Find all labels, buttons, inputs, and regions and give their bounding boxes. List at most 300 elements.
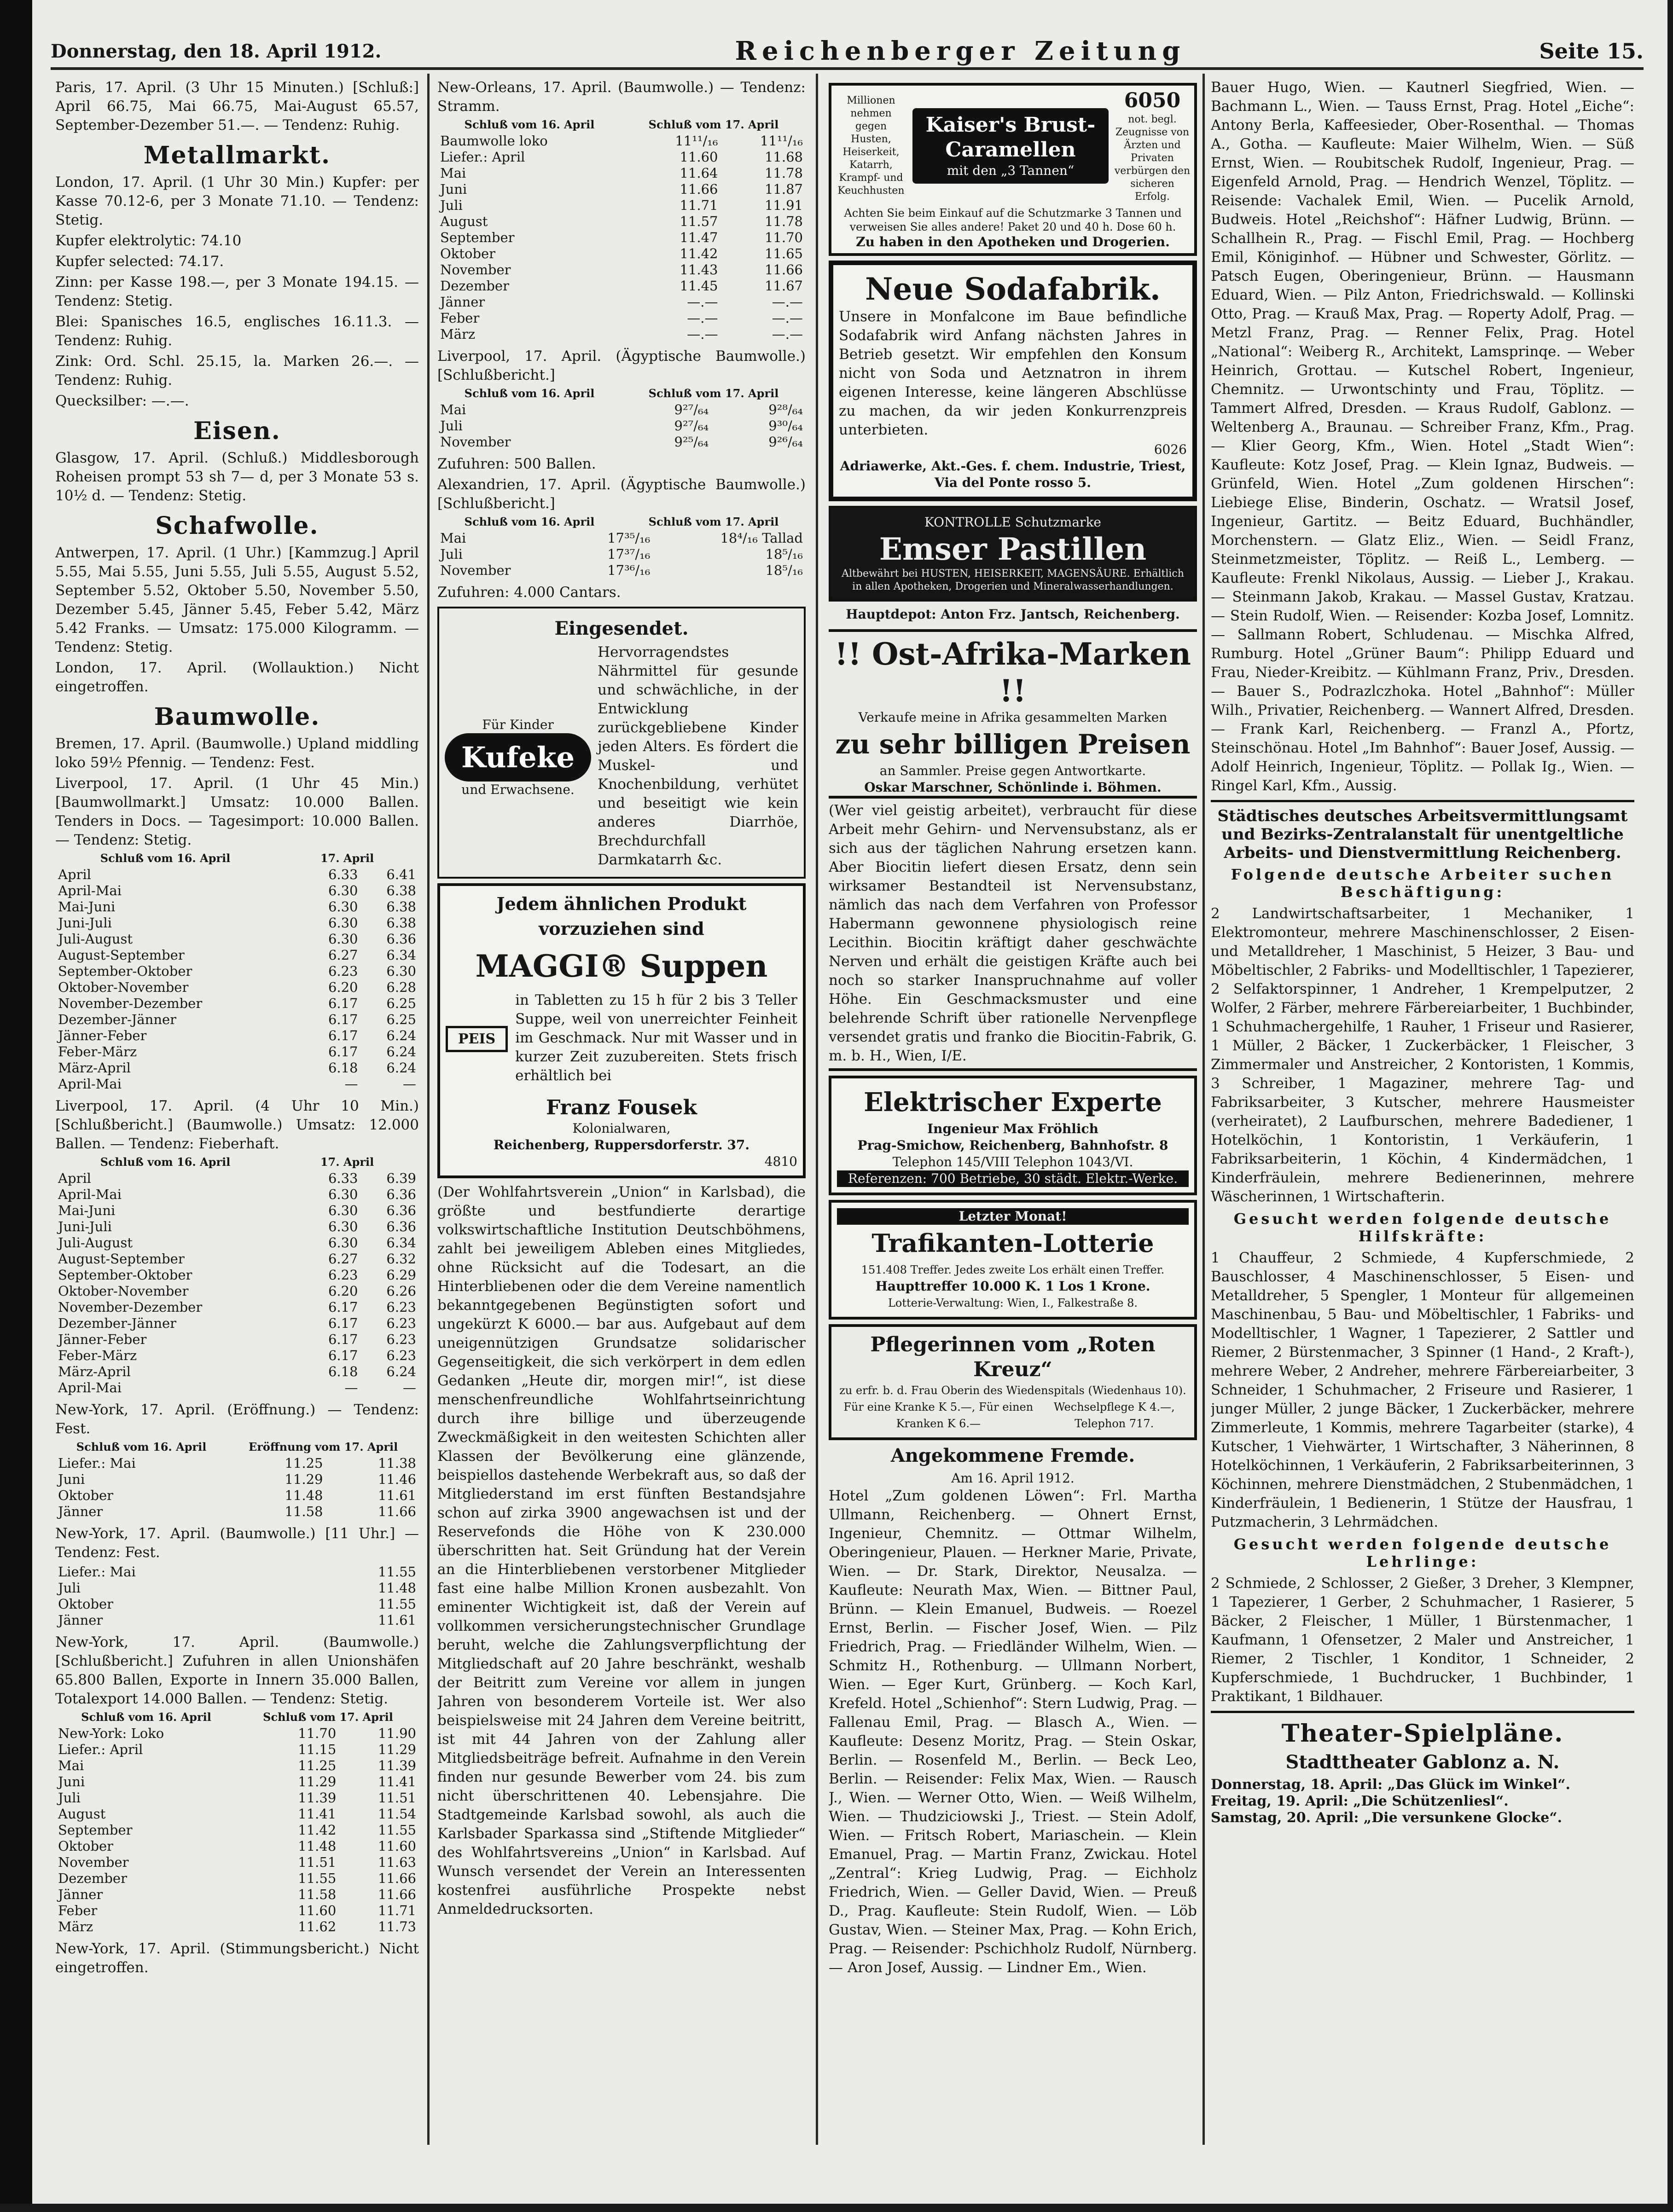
row-label: März <box>440 326 476 342</box>
price-cell: 11.41 <box>298 1806 337 1822</box>
row-label: August-September <box>58 1251 185 1267</box>
table-row <box>55 1187 419 1203</box>
row-label: Juli <box>58 1580 81 1596</box>
market-report: Blei: Spanisches 16.5, englisches 16.11.3. — Tendenz: Ruhig. <box>55 313 419 349</box>
table-row <box>437 326 806 342</box>
price-cell: 9³⁰/₆₄ <box>768 418 803 434</box>
price-cell: 11.47 <box>680 230 718 245</box>
row-label: September <box>58 1822 133 1838</box>
price-cell: 6.23 <box>328 963 358 979</box>
price-cell: 11.55 <box>378 1822 416 1838</box>
ad-firm: Oskar Marschner, Schönlinde i. Böhmen. <box>864 780 1162 795</box>
row-label: Feber-März <box>58 1348 137 1363</box>
market-report: Glasgow, 17. April. (Schluß.) Middlesborough Roheisen prompt 53 sh 7— d, per 3 Monate 53 s. 10½ d. — Tendenz: Stetig. <box>55 450 419 504</box>
ad-footer: Zu haben in den Apotheken und Drogerien. <box>856 234 1170 249</box>
table-row <box>55 1012 419 1028</box>
table-row <box>55 1348 419 1364</box>
row-label: August <box>440 214 488 229</box>
elektro-ad <box>829 1076 1197 1195</box>
row-label: Juli-August <box>58 1235 133 1251</box>
dealer-address: Reichenberg, Ruppersdorferstr. 37. <box>493 1137 750 1152</box>
table-row <box>55 1504 419 1520</box>
table-row <box>437 562 806 579</box>
ad-text: not. begl. Zeugnisse von Ärzten und Privaten verbürgen den sicheren Erfolg. <box>1114 114 1191 203</box>
price-cell <box>284 1564 299 1580</box>
market-report: Zink: Ord. Schl. 25.15, la. Marken 26.—. — Tendenz: Ruhig. <box>55 353 419 388</box>
ad-number: 6026 <box>1154 442 1187 457</box>
table-row <box>55 1612 419 1628</box>
row-label: April <box>58 1170 91 1186</box>
price-cell: 6.23 <box>328 1267 358 1283</box>
price-cell: —.— <box>687 294 718 310</box>
market-report: Paris, 17. April. (3 Uhr 15 Minuten.) [Schluß:] April 66.75, Mai 66.75, Mai-August 65.57, September-Dezember 51.—. — Tendenz: Ruhig. <box>55 79 419 133</box>
ad-name: Ingenieur Max Fröhlich <box>927 1121 1098 1136</box>
price-cell: 6.17 <box>328 1044 358 1060</box>
table-row <box>437 530 806 546</box>
table-row <box>437 214 806 230</box>
price-cell: 6.20 <box>328 1283 358 1299</box>
price-cell: 6.27 <box>328 1251 358 1267</box>
newspaper-title: Reichenberger Zeitung <box>735 36 1186 66</box>
table-row <box>55 883 419 899</box>
table-column-headers: Schluß vom 16. April Schluß vom 17. April <box>464 387 779 400</box>
ad-address: Prag-Smichow, Reichenberg, Bahnhofstr. 8 <box>857 1138 1168 1153</box>
price-cell: 6.29 <box>386 1267 416 1283</box>
row-label: Juni-Juli <box>58 1219 112 1234</box>
ad-text: 151.408 Treffer. Jedes zweite Los erhält einen Treffer. <box>861 1263 1165 1276</box>
price-cell: —.— <box>772 326 803 342</box>
table-row <box>55 1203 419 1219</box>
price-cell: 11.66 <box>680 181 718 197</box>
price-cell: 9²⁵/₆₄ <box>674 434 709 450</box>
price-cell: 6.23 <box>386 1332 416 1347</box>
price-cell: 6.39 <box>386 1170 416 1186</box>
row-label: Oktober <box>58 1488 114 1503</box>
price-cell: — <box>344 1076 358 1092</box>
table-column-headers: Schluß vom 16. April Schluß vom 17. April <box>464 515 779 528</box>
row-label: Oktober-November <box>58 979 189 995</box>
table-row <box>55 1596 419 1612</box>
price-cell: 11.78 <box>764 214 803 229</box>
market-report: London, 17. April. (1 Uhr 30 Min.) Kupfer: per Kasse 70.12-6, per 3 Monate 71.10. — Tendenz: Stetig. <box>55 174 419 228</box>
price-cell: 11.71 <box>378 1903 416 1918</box>
table-row <box>437 402 806 418</box>
price-cell: 11.43 <box>680 262 718 278</box>
kaiser-logo: Kaiser's Brust-Caramellen <box>925 113 1096 162</box>
price-cell: 11.42 <box>680 246 718 261</box>
theater-line: Samstag, 20. April: „Die versunkene Glocke“. <box>1211 1810 1563 1826</box>
price-cell: 6.17 <box>328 1028 358 1043</box>
market-report: Zufuhren: 4.000 Cantars. <box>437 584 621 601</box>
price-cell: 6.33 <box>328 867 358 882</box>
table-row <box>55 1028 419 1044</box>
market-report: Bremen, 17. April. (Baumwolle.) Upland middling loko 59½ Pfennig. — Tendenz: Fest. <box>55 735 419 771</box>
price-cell: 11.57 <box>680 214 718 229</box>
scan-border-bottom <box>0 2204 1673 2212</box>
row-label: Mai <box>440 402 466 417</box>
table-row <box>55 1774 419 1790</box>
section-heading: Theater-Spielpläne. <box>1281 1720 1564 1748</box>
row-label: April-Mai <box>58 883 122 898</box>
price-cell: 11.91 <box>764 197 803 213</box>
market-report: Liverpool, 17. April. (Ägyptische Baumwolle.) [Schlußbericht.] <box>437 348 806 383</box>
column-markets-ads <box>437 78 806 2149</box>
ad-caption: KONTROLLE Schutzmarke <box>924 515 1101 530</box>
ad-text: Wechselpflege K 4.—, Telephon 717. <box>1053 1401 1175 1430</box>
row-label: März <box>58 1919 93 1934</box>
price-cell: 11.61 <box>378 1488 416 1503</box>
row-label: Dezember <box>58 1870 127 1886</box>
table-row <box>55 979 419 996</box>
table-row <box>55 1471 419 1488</box>
price-cell: —.— <box>772 294 803 310</box>
biocitin-notice: (Wer viel geistig arbeitet), verbraucht für diese Arbeit mehr Gehirn- und Nervensubstanz, als er sich aus der täglichen Nahrung ersetzen kann. Aber Biocitin liefert diesen Ersatz, denn sein wirksamer Bestandteil ist Nervensubstanz, nämlich das nach dem Verfahren von Professor Habermann gewonnene physiologisch reine Lecithin. Biocitin kräftigt daher geschwächte Nerven und erhält die geistigen Kräfte auch bei noch so starker Inanspruchnahme auf voller Höhe. Ein Geschmacksmuster und eine belehrende Schrift über rationelle Nervenpflege versendet gratis und franko die Biocitin-Fabrik, G. m. b. H., Wien, I/E. <box>829 796 1197 1071</box>
theater-line: Donnerstag, 18. April: „Das Glück im Winkel“. <box>1211 1777 1570 1793</box>
price-cell <box>284 1612 299 1628</box>
table-column-headers: Schluß vom 16. April 17. April <box>100 1155 374 1169</box>
price-cell: — <box>344 1380 358 1396</box>
table-row <box>55 1044 419 1060</box>
table-row <box>55 931 419 947</box>
price-cell: 6.38 <box>386 915 416 931</box>
section-heading: Eisen. <box>193 417 281 445</box>
table-row <box>55 1726 419 1742</box>
price-cell: 9²⁸/₆₄ <box>768 402 803 417</box>
market-report: Liverpool, 17. April. (4 Uhr 10 Min.) [Schlußbericht.] (Baumwolle.) Umsatz: 12.000 Ballen. — Tendenz: Fieberhaft. <box>55 1098 419 1152</box>
table-row <box>55 1076 419 1092</box>
ad-text: Millionen nehmen gegen Husten, Heiserkeit, Katarrh, Krampf- und Keuchhusten <box>837 95 905 197</box>
price-cell: 11.45 <box>680 278 718 294</box>
row-label: Juli-August <box>58 931 133 947</box>
union-notice: (Der Wohlfahrtsverein „Union“ in Karlsbad), die größte und bestfundierte derartige volkswirtschaftliche Institution Deutschböhmens, zahlt bei jeweiligem Ableben eines Mitgliedes, ohne Rücksicht auf die Todesart, an die Hinterbliebenen oder die dem Vereine namentlich bekanntgegebenen Begünstigten sofort und ungekürzt K 6000.— bar aus. Aufgebaut auf dem uneigennützigen Grundsatze solidarischer Gegenseitigkeit, die sich verkörpert in dem edlen Gedanken „Heute dir, morgen mir!“, ist diese menschenfreundliche Wohlfahrtseinrichtung durch ihre billige und überzeugende Zweckmäßigkeit in den weitesten Schichten aller Klassen der Bevölkerung eine glänzende, beispiellos dastehende Werbekraft aus, so daß der Mitgliederstand im erst fünften Bestandsjahre schon auf zirka 3900 angewachsen ist und der Reservefonds die Höhe von K 230.000 überschritten hat. Seit Gründung hat der Verein an die Hinterbliebenen verstorbener Mitglieder fast eine halbe Million Kronen ausbezahlt. Von eminenter Wichtigkeit ist, daß der Verein auf vollkommen versicherungstechnischer Grundlage beruht, welche die Zahlungsverpflichtung der Mitgliedschaft auf 20 Jahre beschränkt, weshalb der Beitritt zum Vereine vor allem in jungen Jahren von besonderem Vorteile ist. Wer also beispielsweise mit 24 Jahren dem Vereine beitritt, ist mit 44 Jahren von der Zahlung aller Mitgliedsbeiträge befreit. Aufnahme in den Verein finden nur gesunde Bewerber vom 24. bis zum nicht überschrittenen 40. Lebensjahre. Die Stadtgemeinde Karlsbad sowohl, als auch die Karlsbader Sparkassa sind „Stiftende Mitglieder“ des Wohlfahrtsvereins „Union“ in Karlsbad. Auf Wunsch versendet der Verein an Interessenten kostenfrei ausführliche Prospekte nebst Anmeldedrucksorten. <box>437 1184 806 1917</box>
row-label: November-Dezember <box>58 1299 203 1315</box>
price-cell: 11.68 <box>764 149 803 165</box>
ad-headline: !! Ost-Afrika-Marken !! <box>835 636 1191 709</box>
maggi-ad <box>437 883 806 1178</box>
price-cell: 11.87 <box>764 181 803 197</box>
price-cell: 6.17 <box>328 1012 358 1027</box>
price-cell: 11.39 <box>378 1758 416 1773</box>
price-cell: 18⁴/₁₆ Tallad <box>720 530 803 546</box>
price-cell: 11.39 <box>298 1790 337 1806</box>
price-table <box>437 402 806 450</box>
table-row <box>55 1822 419 1838</box>
price-cell: 11.42 <box>298 1822 337 1838</box>
section-subheading: Gesucht werden folgende deutsche Lehrlinge: <box>1233 1535 1612 1570</box>
row-label: Dezember-Jänner <box>58 1012 177 1027</box>
price-cell: 11.65 <box>764 246 803 261</box>
price-cell: 11.60 <box>298 1903 337 1918</box>
row-label: November <box>440 262 511 278</box>
price-cell: — <box>403 1380 416 1396</box>
table-row <box>55 1790 419 1806</box>
page-number: Seite 15. <box>1539 39 1644 64</box>
price-cell: 11.55 <box>378 1564 416 1580</box>
row-label: November-Dezember <box>58 996 203 1011</box>
table-row <box>55 1455 419 1471</box>
row-label: New-York: Loko <box>58 1726 164 1741</box>
price-cell: 6.34 <box>386 1235 416 1251</box>
table-row <box>55 963 419 979</box>
rotes-kreuz-ad <box>829 1324 1197 1440</box>
row-label: Dezember-Jänner <box>58 1315 177 1331</box>
price-cell: 11.78 <box>764 165 803 181</box>
ad-footer: Hauptdepot: Anton Frz. Jantsch, Reichenberg. <box>846 607 1180 622</box>
ad-caption: Für Kinder <box>482 717 554 732</box>
price-cell: 6.23 <box>386 1315 416 1331</box>
price-cell: 6.36 <box>386 931 416 947</box>
row-label: Feber <box>440 310 480 326</box>
price-cell: 17³⁵/₁₆ <box>607 530 651 546</box>
ad-text: Haupttreffer 10.000 K. 1 Los 1 Krone. <box>875 1279 1150 1294</box>
price-table <box>437 530 806 579</box>
row-label: Jänner <box>58 1887 103 1902</box>
price-cell: 11.60 <box>378 1838 416 1854</box>
row-label: August-September <box>58 947 185 963</box>
soup-package-icon: PEIS <box>446 1026 508 1052</box>
price-cell: 11.51 <box>378 1790 416 1806</box>
price-cell: 11.90 <box>378 1726 416 1741</box>
row-label: September-Oktober <box>58 1267 192 1283</box>
ad-text: an Sammler. Preise gegen Antwortkarte. <box>879 763 1146 778</box>
price-cell: 6.20 <box>328 979 358 995</box>
table-row <box>437 310 806 326</box>
table-row <box>55 1488 419 1504</box>
market-report: Kupfer selected: 74.17. <box>55 253 224 270</box>
table-row <box>55 947 419 963</box>
ad-text: Für eine Kranke K 5.—, Für einen Kranken K 6.— <box>843 1401 1034 1430</box>
table-row <box>55 996 419 1012</box>
row-label: April-Mai <box>58 1076 122 1092</box>
price-cell: 11.66 <box>764 262 803 278</box>
market-report: Quecksilber: —.—. <box>55 393 189 409</box>
row-label: Mai <box>58 1758 84 1773</box>
row-label: Juni-Juli <box>58 915 112 931</box>
price-cell: 6.27 <box>328 947 358 963</box>
date-line: Am 16. April 1912. <box>951 1471 1075 1486</box>
section-heading: Städtisches deutsches Arbeitsvermittlungsamt und Bezirks-Zentralanstalt für unentgeltliche Arbeits- und Dienstvermittlung Reichenberg. <box>1217 807 1628 862</box>
ad-text: Hervorragendstes Nährmittel für gesunde und schwächliche, in der Entwicklung zurückgebliebene Kinder jeden Alters. Es fördert die Muskel- und Knochenbildung, verhütet und beseitigt wie kein anderes Diarrhöe, Brechdurchfall Darmkatarrh &c. <box>598 644 798 868</box>
table-row <box>437 133 806 149</box>
table-row <box>55 899 419 915</box>
section-subheading: Gesucht werden folgende deutsche Hilfskräfte: <box>1233 1210 1612 1245</box>
row-label: November <box>440 434 511 450</box>
table-row <box>55 1870 419 1887</box>
ad-headline: Elektrischer Experte <box>864 1087 1162 1118</box>
row-label: Mai <box>440 530 466 546</box>
price-cell: 11.29 <box>378 1742 416 1757</box>
row-label: Juni <box>440 181 467 197</box>
price-cell: 6.30 <box>328 915 358 931</box>
table-row <box>55 1170 419 1187</box>
ad-ref: Referenzen: 700 Betriebe, 30 städt. Elektr.-Werke. <box>837 1170 1189 1187</box>
column-notices <box>1211 78 1634 2149</box>
guest-list: Bauer Hugo, Wien. — Kautnerl Siegfried, Wien. — Bachmann L., Wien. — Tauss Ernst, Prag. Hotel „Eiche“: Antony Berla, Kaffeesieder, Ober-Rosenthal. — Thomas A., Gotha. — Kaufleute: Maier Wilhelm, Wien. — Süß Ernst, Wien. — Roubitschek Rudolf, Ingenieur, Prag. — Eigenfeld Arnold, Prag. — Hendrich Wenzel, Töplitz. — Reisende: Vachalek Emil, Wien. — Pucelik Arnold, Budweis. Hotel „Reichshof“: Häfner Ludwig, Brünn. — Schallhein R., Prag. — Fischl Emil, Prag. — Hochberg Emil, Königinhof. — Hübner und Schwester, Görlitz. — Patsch Eugen, Oberingenieur, Brünn. — Hausmann Eduard, Wien. — Pilz Anton, Friedrichswald. — Kollinski Otto, Prag. — Krauß Max, Prag. — Roperty Adolf, Prag. — Metzl Franz, Prag. — Renner Felix, Prag. Hotel „National“: Weiberg R., Architekt, Lamsprinqe. — Weber Heinrich, Grottau. — Kutschel Robert, Ingenieur, Chemnitz. — Urwontschinty und Frau, Töplitz. — Tammert Alfred, Dresden. — Kraus Rudolf, Gablonz. — Weltenberg A., Braunau. — Schreiber Franz, Kfm., Prag. — Klier Georg, Kfm., Wien. Hotel „Stadt Wien“: Kaufleute: Kotz Josef, Prag. — Klein Ignaz, Budweis. — Grünfeld, Wien. Hotel „Zum goldenen Hirschen“: Liebiege Elise, Binderin, Oschatz. — Wratsil Josef, Ingenieur, Gartitz. — Beitz Eduard, Buchhändler, Morchenstern. — Glatz Eliz., Wien. — Seidl Franz, Steinmetzmeister, Töplitz. — Reiß L., Lemberg. — Kaufleute: Frenkl Nikolaus, Aussig. — Lieber J., Krakau. — Steinmann Jakob, Krakau. — Massel Gustav, Kratzau. — Stein Rudolf, Wien. — Reisender: Kozba Josef, Lomnitz. — Sallmann Robert, Schludenau. — Mischka Alfred, Rumburg. Hotel „Grüner Baum“: Philipp Eduard und Frau, Nieder-Kreibitz. — Kühlmann Franz, Priv., Dresden. — Bauer S., Podrazlczhoka. Hotel „Bahnhof“: Müller Wilh., Privatier, Reichenberg. — Wannert Alfred, Dresden. — Frank Karl, Reichenberg. — Franzl A., Pfortz, Steinschönau. Hotel „Im Bahnhof“: Bauer Josef, Aussig. — Adolf Heinrich, Ingenieur, Töplitz. — Pollak Ig., Wien. — Ringel Karl, Kfm., Aussig. <box>1211 79 1634 794</box>
table-row <box>437 230 806 246</box>
ad-headline: Emser Pastillen <box>879 531 1147 567</box>
market-report: Antwerpen, 17. April. (1 Uhr.) [Kammzug.] April 5.55, Mai 5.55, Juni 5.55, Juli 5.55, August 5.52, September 5.52, Oktober 5.50, November 5.50, Dezember 5.45, Jänner 5.45, Feber 5.42, März 5.42 Franks. — Umsatz: 175.000 Kilogramm. — Tendenz: Stetig. <box>55 544 419 655</box>
price-cell: 6.36 <box>386 1187 416 1202</box>
row-label: Feber-März <box>58 1044 137 1060</box>
row-label: Mai <box>440 165 466 181</box>
table-row <box>437 246 806 262</box>
ostafrika-ad <box>829 629 1197 796</box>
table-row <box>55 915 419 931</box>
price-cell: 11.63 <box>378 1854 416 1870</box>
ad-text: zu erfr. b. d. Frau Oberin des Wiedenspitals (Wiedenhaus 10). <box>839 1384 1186 1397</box>
ad-text: in Tabletten zu 15 h für 2 bis 3 Teller Suppe, weil von unerreichter Feinheit im Geschmack. Nur mit Wasser und in kurzer Zeit zuzubereiten. Stets frisch erhältlich bei <box>515 992 797 1084</box>
price-cell: 6.17 <box>328 1332 358 1347</box>
page-header <box>51 35 1644 70</box>
price-cell: 6.30 <box>328 1219 358 1234</box>
row-label: Liefer.: Mai <box>58 1564 136 1580</box>
row-label: Baumwolle loko <box>440 133 548 149</box>
market-report: New-York, 17. April. (Baumwolle.) [Schlußbericht.] Zufuhren in allen Unionshäfen 65.800 Ballen, Exporte in Innern 35.000 Ballen, Totalexport 14.000 Ballen. — Tendenz: Stetig. <box>55 1634 419 1707</box>
table-row <box>55 1758 419 1774</box>
ad-text: Altbewährt bei HUSTEN, HEISERKEIT, MAGENSÄURE. Erhältlich in allen Apotheken, Drogerien und Mineralwasserhandlungen. <box>842 568 1184 592</box>
row-label: April-Mai <box>58 1380 122 1396</box>
price-cell: 6.25 <box>386 1012 416 1027</box>
price-table <box>55 1564 419 1628</box>
job-list: 1 Chauffeur, 2 Schmiede, 4 Kupferschmiede, 2 Bauschlosser, 4 Maschinenschlosser, 5 Eisen- und Metalldreher, 5 Spengler, 1 Monteur für allgemeinen Maschinenbau, 5 Bau- und Möbeltischler, 1 Fabriks- und Modelltischler, 1 Wagner, 1 Tapezierer, 2 Sattler und Riemer, 2 Bürstenmacher, 3 Spinner (1 Hand-, 2 Kraft-), mehrere Weber, 2 Andreher, mehrere Färbereiarbeiter, 3 Schneider, 1 Schuhmacher, 2 Friseure und Rasierer, 1 junger Müller, 2 junge Bäcker, 1 Zuckerbäcker, mehrere Zimmerleute, 1 Kommis, mehrere Tagarbeiter (starke), 4 Kutscher, 1 Viehwärter, 1 Wirtschafter, 3 Näherinnen, 8 Hotelköchinnen, 1 Verkäuferin, 2 Fabriksarbeiterinnen, 3 Köchinnen, mehrere Dienstmädchen, 2 Stubenmädchen, 1 Kinderfräulein, 1 Bedienerin, 1 Stütze der Hausfrau, 1 Putzmacherin, 3 Lehrmädchen. <box>1211 1250 1634 1530</box>
price-cell: 11.25 <box>285 1455 323 1471</box>
section-subheading: Folgende deutsche Arbeiter suchen Beschäftigung: <box>1231 866 1615 901</box>
section-heading: Schafwolle. <box>155 512 319 540</box>
table-row <box>437 149 806 165</box>
price-cell: 9²⁷/₆₄ <box>674 418 709 434</box>
job-list: 2 Landwirtschaftsarbeiter, 1 Mechaniker, 1 Elektromonteur, mehrere Maschinenschlosser, 2 Eisen- und Metalldreher, 1 Maschinist, 5 Heizer, 3 Bau- und Möbeltischler, 2 Fabriks- und Modelltischler, 1 Tapezierer, 2 Selfaktorspinner, 1 Andreher, 1 Krempelputzer, 2 Wolfer, 2 Färber, mehrere Färbereiarbeiter, 1 Buchbinder, 1 Schuhmachergehilfe, 1 Rauher, 1 Friseur und Rasierer, 1 Müller, 2 Bäcker, 1 Zuckerbäcker, 1 Fleischer, 3 Zimmermaler und Anstreicher, 2 Kontoristen, 1 Kommis, 3 Schreiber, 1 Magaziner, mehrere Tag- und Fabriksarbeiter, 3 Kutscher, mehrere Hausmeister (verheiratet), 2 Laufburschen, mehrere Badediener, 1 Hotelköchin, 1 Kontoristin, 1 Verkäuferin, 1 Fabriksarbeiterin, 1 Köchin, 4 Kindermädchen, 1 Kinderfräulein, mehrere Bedienerinnen, mehrere Wäscherinnen, 1 Wirtschafterin. <box>1211 905 1634 1205</box>
table-row <box>55 1267 419 1283</box>
price-cell: 6.30 <box>328 1187 358 1202</box>
row-label: Juni <box>58 1471 85 1487</box>
price-cell: 6.28 <box>386 979 416 995</box>
market-report: New-York, 17. April. (Baumwolle.) [11 Uhr.] — Tendenz: Fest. <box>55 1525 419 1561</box>
table-row <box>55 1299 419 1315</box>
table-row <box>55 1235 419 1251</box>
row-label: September <box>440 230 515 245</box>
ad-caption: und Erwachsene. <box>461 782 575 797</box>
price-cell: —.— <box>687 326 718 342</box>
price-table <box>55 1726 419 1935</box>
section-heading: Eingesendet. <box>554 618 689 639</box>
price-cell: 6.41 <box>386 867 416 882</box>
price-cell: 11.15 <box>298 1742 337 1757</box>
price-cell: 11¹¹/₁₆ <box>760 133 803 149</box>
ad-text: Achten Sie beim Einkauf auf die Schutzmarke 3 Tannen und verweisen Sie alles andere! Paket 20 und 40 h. Dose 60 h. <box>844 207 1182 233</box>
price-cell: 11.29 <box>298 1774 337 1789</box>
section-heading: Metallmarkt. <box>143 141 331 169</box>
column-markets <box>55 78 419 2149</box>
row-label: Liefer.: Mai <box>58 1455 136 1471</box>
price-cell: 18⁵/₁₆ <box>765 562 803 578</box>
price-cell: 11.48 <box>378 1580 416 1596</box>
row-label: Jänner <box>58 1504 103 1519</box>
market-report: New-York, 17. April. (Stimmungsbericht.) Nicht eingetroffen. <box>55 1940 419 1976</box>
table-row <box>55 1919 419 1935</box>
row-label: Dezember <box>440 278 509 294</box>
column-rule <box>1202 74 1205 2145</box>
row-label: Feber <box>58 1903 98 1918</box>
market-report: New-Orleans, 17. April. (Baumwolle.) — Tendenz: Stramm. <box>437 79 806 115</box>
row-label: Jänner-Feber <box>58 1332 147 1347</box>
table-row <box>55 1315 419 1332</box>
table-row <box>55 1060 419 1076</box>
ad-text: Verkaufe meine in Afrika gesammelten Marken <box>858 710 1168 725</box>
price-cell: 11.58 <box>285 1504 323 1519</box>
price-cell: 11.38 <box>378 1455 416 1471</box>
row-label: Liefer.: April <box>440 149 525 165</box>
price-cell: 6.32 <box>386 1251 416 1267</box>
market-report: New-York, 17. April. (Eröffnung.) — Tendenz: Fest. <box>55 1401 419 1437</box>
price-cell: 6.30 <box>328 1235 358 1251</box>
market-report: London, 17. April. (Wollauktion.) Nicht eingetroffen. <box>55 660 419 695</box>
table-row <box>437 546 806 562</box>
price-cell: 6.25 <box>386 996 416 1011</box>
price-cell: — <box>403 1076 416 1092</box>
column-rule <box>427 74 430 2145</box>
price-cell: 11.41 <box>378 1774 416 1789</box>
table-row <box>55 1283 419 1299</box>
row-label: Oktober <box>58 1838 114 1854</box>
price-cell: 6.34 <box>386 947 416 963</box>
price-cell: 6.30 <box>386 963 416 979</box>
price-cell: 6.23 <box>386 1299 416 1315</box>
lotterie-ad <box>829 1200 1197 1320</box>
price-cell: 11.48 <box>285 1488 323 1503</box>
table-row <box>55 1903 419 1919</box>
price-cell: 11.60 <box>680 149 718 165</box>
table-row <box>55 1364 419 1380</box>
price-cell: 6.24 <box>386 1028 416 1043</box>
table-row <box>55 1742 419 1758</box>
market-report: Kupfer elektrolytic: 74.10 <box>55 232 242 249</box>
row-label: Juli <box>440 418 463 434</box>
ad-firm: Adriawerke, Akt.-Ges. f. chem. Industrie, Triest, Via del Ponte rosso 5. <box>840 458 1186 490</box>
table-row <box>55 1332 419 1348</box>
table-row <box>55 1251 419 1267</box>
price-cell: 11.48 <box>298 1838 337 1854</box>
price-cell: 6.26 <box>386 1283 416 1299</box>
price-cell: 11.67 <box>764 278 803 294</box>
price-cell: 6.24 <box>386 1364 416 1379</box>
price-cell: 11.55 <box>298 1870 337 1886</box>
price-table <box>55 1170 419 1396</box>
ad-headline: zu sehr billigen Preisen <box>835 729 1191 760</box>
table-row <box>437 418 806 434</box>
price-table <box>55 867 419 1092</box>
table-row <box>55 1580 419 1596</box>
price-cell: 11.55 <box>378 1596 416 1612</box>
row-label: August <box>58 1806 106 1822</box>
dealer-name: Franz Fousek <box>546 1096 697 1119</box>
price-cell: 11.66 <box>378 1870 416 1886</box>
emser-pastillen-ad <box>829 506 1197 602</box>
price-table <box>55 1455 419 1520</box>
table-column-headers: Schluß vom 16. April Schluß vom 17. April <box>81 1710 393 1724</box>
table-row <box>437 181 806 197</box>
market-report: Zufuhren: 500 Ballen. <box>437 456 596 472</box>
price-cell: 6.17 <box>328 1315 358 1331</box>
section-heading: Baumwolle. <box>154 703 320 731</box>
price-cell: 6.36 <box>386 1203 416 1218</box>
ad-phone: Telephon 145/VIII Telephon 1043/VI. <box>892 1154 1133 1170</box>
price-cell: 11.70 <box>298 1726 337 1741</box>
row-label: Oktober-November <box>58 1283 189 1299</box>
price-cell: 6.30 <box>328 883 358 898</box>
row-label: September-Oktober <box>58 963 192 979</box>
row-label: Liefer.: April <box>58 1742 143 1757</box>
price-cell: —.— <box>772 310 803 326</box>
